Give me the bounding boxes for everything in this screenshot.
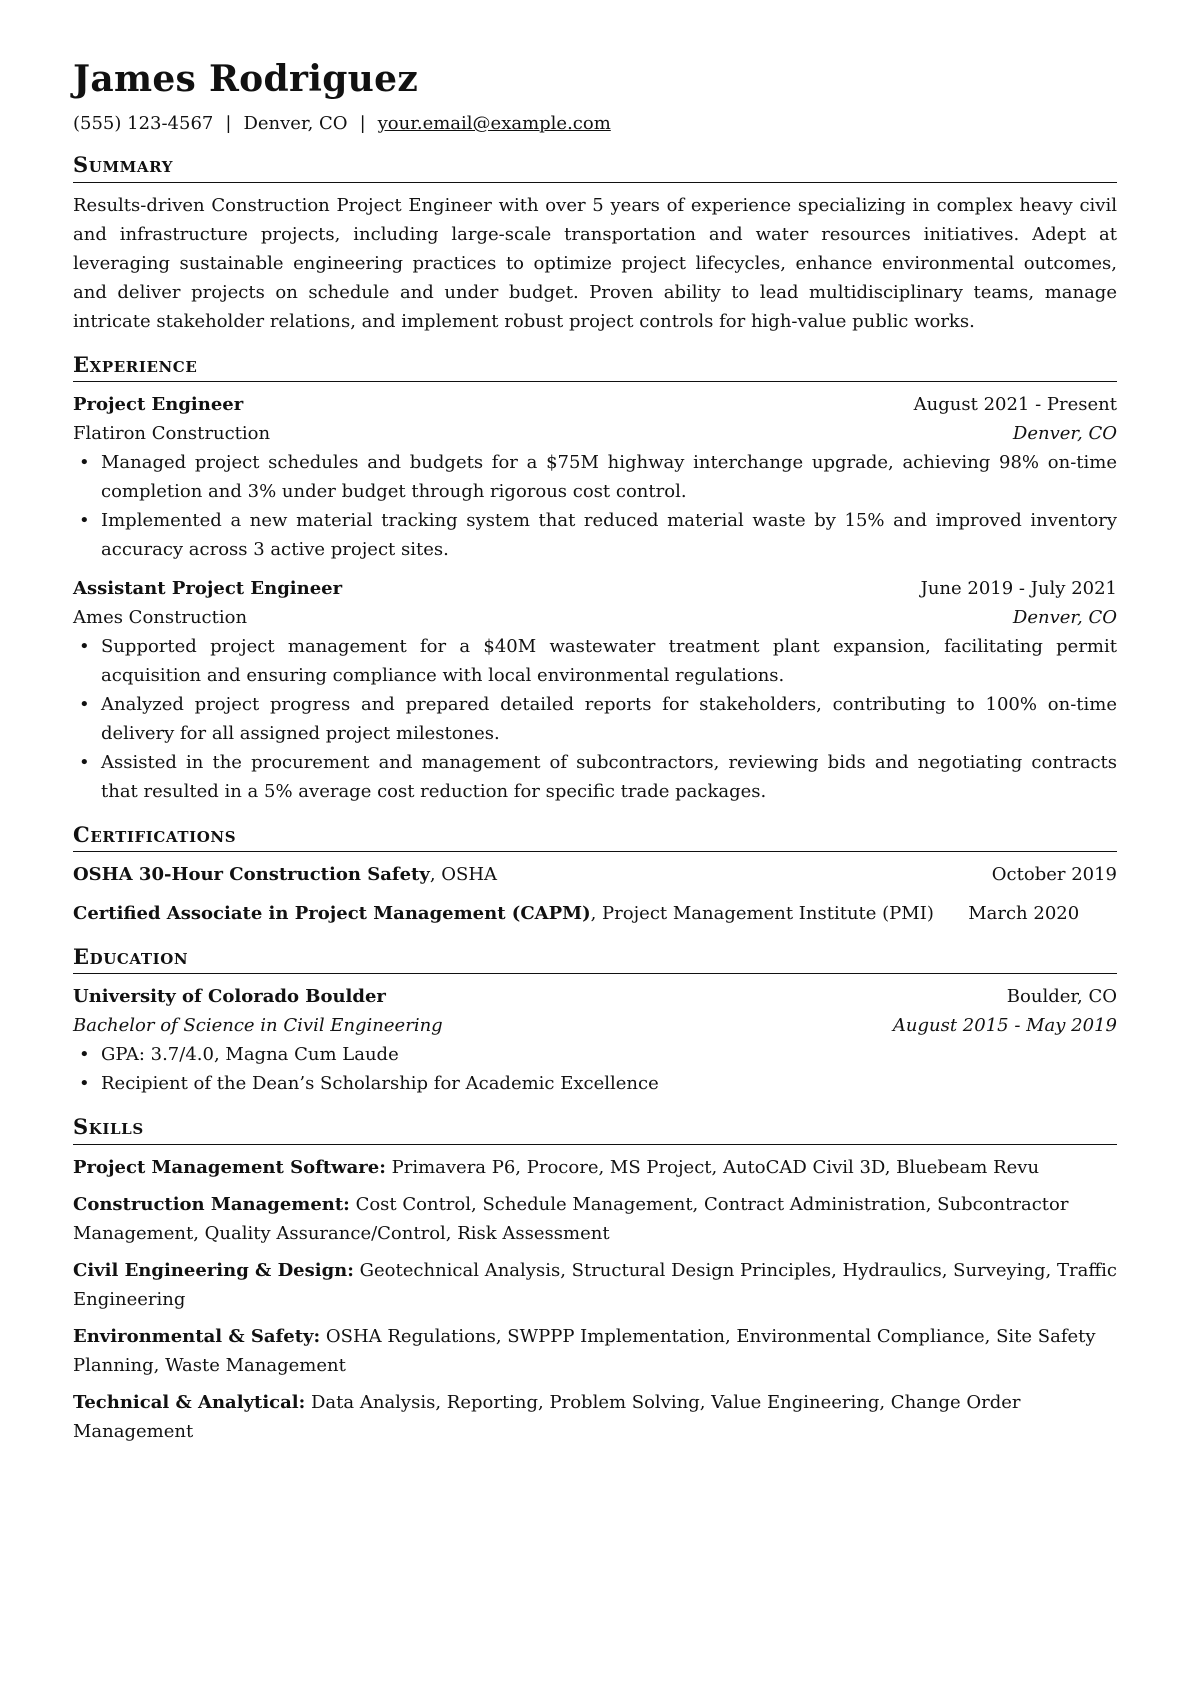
email-link[interactable]: your.email@example.com (377, 113, 611, 135)
certification-date: October 2019 (991, 864, 1117, 886)
job-company: Flatiron Construction (73, 422, 271, 444)
school-row (73, 982, 1117, 1011)
job-bullets (73, 632, 1117, 806)
contact-location: Denver, CO (243, 113, 348, 135)
summary-heading: Summary (73, 152, 1117, 182)
summary-section (73, 152, 1117, 335)
certification-date: March 2020 (968, 903, 1080, 925)
skill-label: Civil Engineering & Design: (73, 1259, 354, 1281)
education-dates: August 2015 - May 2019 (892, 1015, 1117, 1037)
list-item: • Recipient of the Dean’s Scholarship for Academic Excellence (101, 1069, 1117, 1098)
job-title: Assistant Project Engineer (73, 577, 343, 599)
certification-issuer: , OSHA (429, 864, 498, 886)
skill-value: Primavera P6, Procore, MS Project, AutoCAD Civil 3D, Bluebeam Revu (385, 1156, 1040, 1178)
job-company-row (73, 419, 1117, 448)
certifications-heading: Certifications (73, 822, 1117, 852)
list-item: • Managed project schedules and budgets for a $75M highway interchange upgrade, achieving 98% on-time completion and 3% under budget through rigorous cost control. (101, 448, 1117, 506)
school-location: Boulder, CO (1006, 986, 1117, 1008)
certification-entry (73, 860, 1117, 889)
job-dates: June 2019 - July 2021 (920, 577, 1117, 599)
list-item: • Assisted in the procurement and management of subcontractors, reviewing bids and negotiating contracts that resulted in a 5% average cost reduction for specific trade packages. (101, 748, 1117, 806)
skill-value: OSHA Regulations, SWPPP Implementation, Environmental Compliance, Site Safety Planning, Waste Management (73, 1325, 1096, 1376)
skill-label: Environmental & Safety: (73, 1325, 321, 1347)
job-company: Ames Construction (73, 606, 248, 628)
certification-entry (73, 899, 1117, 928)
skill-group (73, 1322, 1117, 1380)
certification-name: OSHA 30-Hour Construction Safety (73, 864, 430, 886)
certification-issuer: , Project Management Institute (PMI) (590, 903, 934, 925)
list-item: • Supported project management for a $40M wastewater treatment plant expansion, facilitating permit acquisition and ensuring compliance with local environmental regulations. (101, 632, 1117, 690)
candidate-name: James Rodriguez (73, 58, 419, 100)
job-entry (73, 574, 1117, 806)
job-location: Denver, CO (1012, 422, 1117, 444)
list-item: • GPA: 3.7/4.0, Magna Cum Laude (101, 1040, 1117, 1069)
education-bullets (73, 1040, 1117, 1098)
experience-section (73, 352, 1117, 806)
skill-value: Cost Control, Schedule Management, Contract Administration, Subcontractor Management, Quality Assurance/Control, Risk Assessment (73, 1193, 1069, 1244)
certifications-section (73, 822, 1117, 928)
job-location: Denver, CO (1012, 606, 1117, 628)
job-dates: August 2021 - Present (913, 393, 1117, 415)
skill-value: Data Analysis, Reporting, Problem Solving, Value Engineering, Change Order Management (73, 1391, 1021, 1442)
skill-group (73, 1388, 1117, 1446)
certification-name: Certified Associate in Project Management (CAPM) (73, 903, 591, 925)
degree-name: Bachelor of Science in Civil Engineering (73, 1015, 443, 1037)
job-entry (73, 390, 1117, 564)
experience-heading: Experience (73, 352, 1117, 382)
skills-section (73, 1114, 1117, 1445)
phone-number: (555) 123-4567 (73, 113, 214, 135)
job-title-row (73, 390, 1117, 419)
skill-label: Project Management Software: (73, 1156, 386, 1178)
job-title: Project Engineer (73, 393, 244, 415)
contact-separator: | (225, 113, 232, 135)
job-bullets (73, 448, 1117, 564)
list-item: • Analyzed project progress and prepared detailed reports for stakeholders, contributing to 100% on-time delivery for all assigned project milestones. (101, 690, 1117, 748)
job-company-row (73, 603, 1117, 632)
skill-label: Technical & Analytical: (73, 1391, 306, 1413)
skill-group (73, 1256, 1117, 1314)
contact-line (73, 111, 1117, 136)
skill-group (73, 1153, 1117, 1182)
skill-label: Construction Management: (73, 1193, 350, 1215)
degree-row (73, 1011, 1117, 1040)
list-item: • Implemented a new material tracking system that reduced material waste by 15% and improved inventory accuracy across 3 active project sites. (101, 506, 1117, 564)
skill-group (73, 1190, 1117, 1248)
education-heading: Education (73, 944, 1117, 974)
school-name: University of Colorado Boulder (73, 986, 386, 1008)
skill-value: Geotechnical Analysis, Structural Design Principles, Hydraulics, Surveying, Traffic Engineering (73, 1259, 1117, 1310)
summary-text: Results-driven Construction Project Engineer with over 5 years of experience specializing in complex heavy civil and infrastructure projects, including large-scale transportation and water resources initiatives. Adept at leveraging sustainable engineering practices to optimize project lifecycles, enhance environmental outcomes, and deliver projects on schedule and under budget. Proven ability to lead multidisciplinary teams, manage intricate stakeholder relations, and implement robust project controls for high-value public works. (73, 194, 1117, 332)
contact-separator: | (359, 113, 366, 135)
education-section (73, 944, 1117, 1098)
job-title-row (73, 574, 1117, 603)
skills-heading: Skills (73, 1114, 1117, 1144)
